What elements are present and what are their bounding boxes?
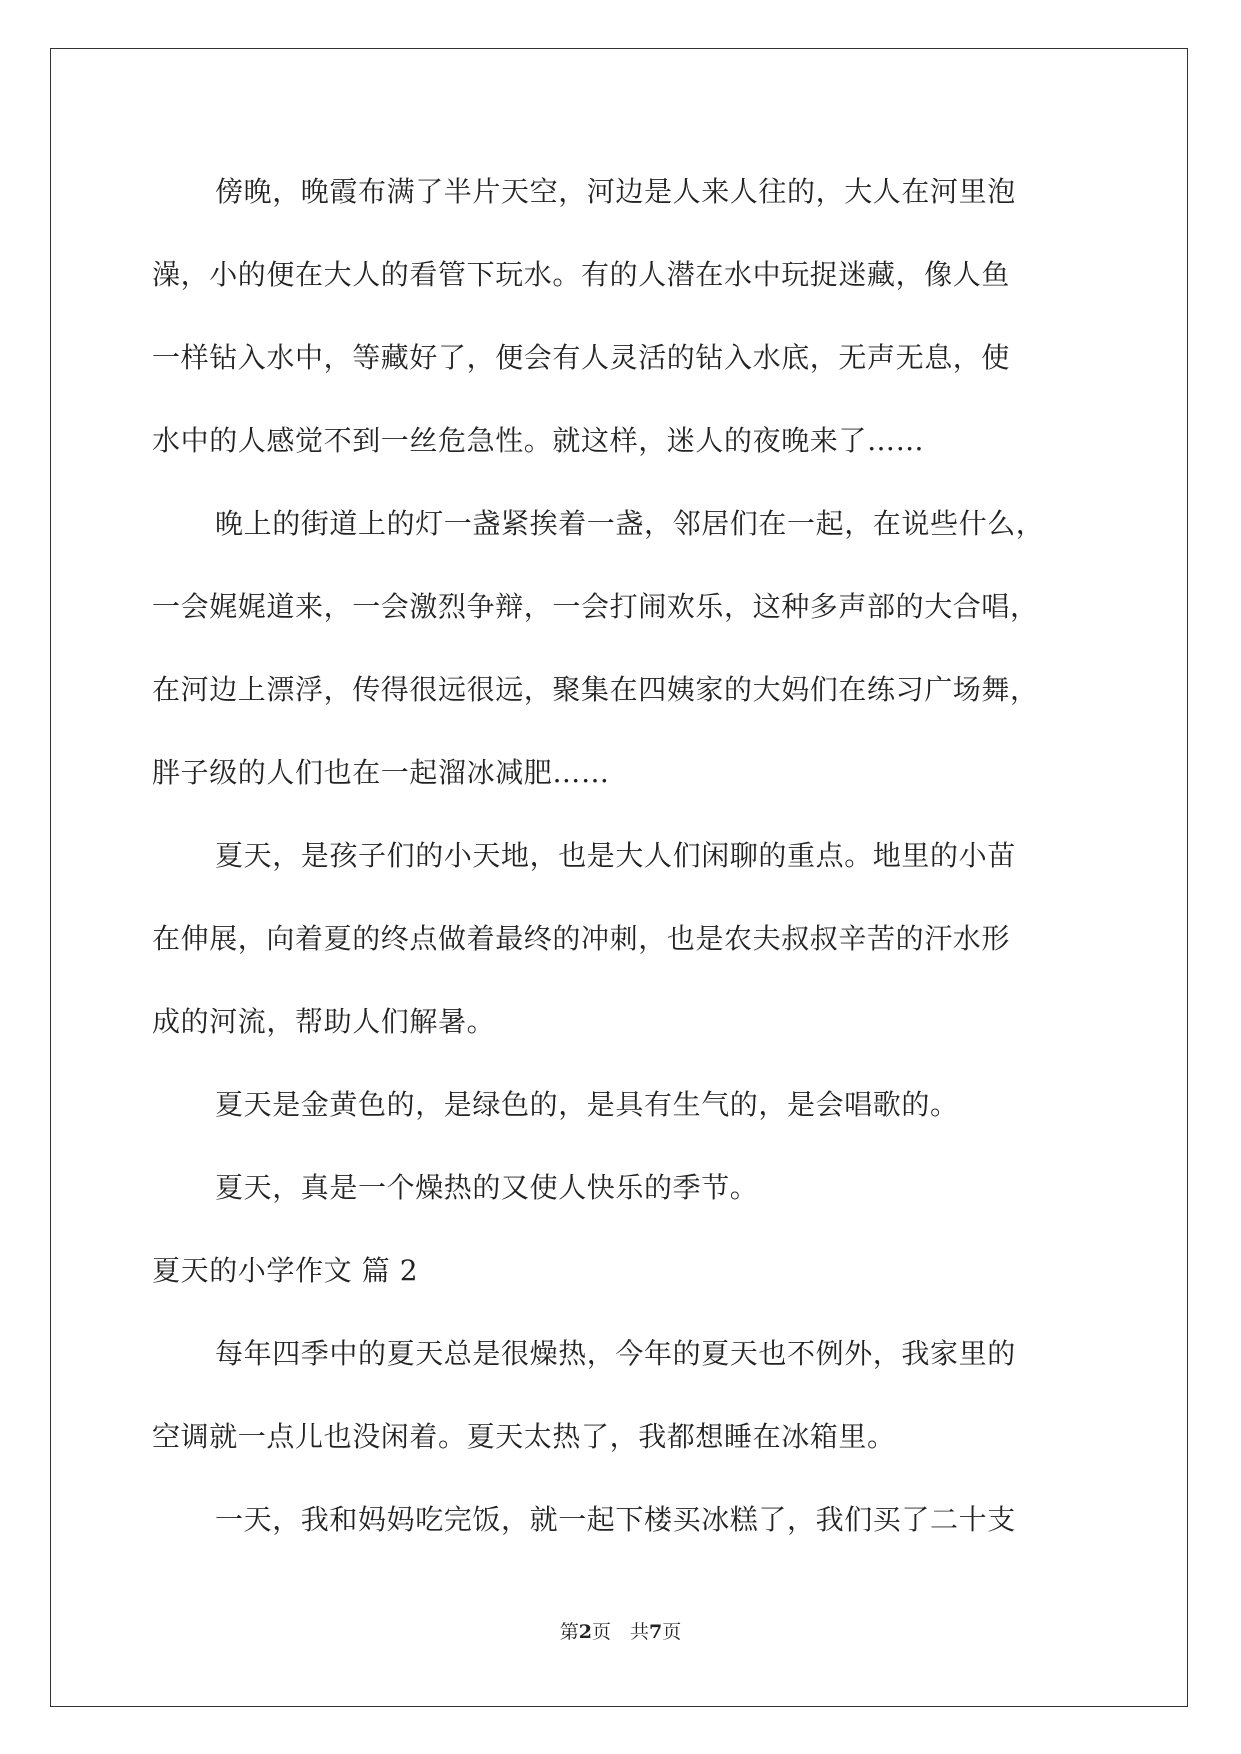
text-line: 夏天，真是一个燥热的又使人快乐的季节。 [215, 1171, 759, 1204]
text-line: 空调就一点儿也没闲着。夏天太热了，我都想睡在冰箱里。 [152, 1420, 896, 1453]
paragraph [152, 1156, 1092, 1239]
text-line: 一会娓娓道来，一会激烈争辩，一会打闹欢乐，这种多声部的大合唱， [152, 590, 1039, 623]
text-line: 傍晚，晚霞布满了半片天空，河边是人来人往的，大人在河里泡 [215, 175, 1016, 208]
document-body [152, 160, 1092, 1571]
paragraph [152, 824, 1092, 1073]
text-line: 晚上的街道上的灯一盏紧挨着一盏，邻居们在一起，在说些什么， [215, 507, 1045, 540]
text-line: 一样钻入水中，等藏好了，便会有人灵活的钻入水底，无声无息，使 [152, 341, 1011, 374]
paragraph [152, 1322, 1092, 1488]
paragraph [152, 1073, 1092, 1156]
text-line: 夏天，是孩子们的小天地，也是大人们闲聊的重点。地里的小苗 [215, 839, 1016, 872]
section-heading: 夏天的小学作文 篇 2 [152, 1254, 419, 1287]
total-page-number: 7 [649, 1621, 663, 1643]
page-footer [0, 1617, 1241, 1644]
footer-mid: 页 共 [591, 1621, 649, 1643]
text-line: 在伸展，向着夏的终点做着最终的冲刺，也是农夫叔叔辛苦的汗水形 [152, 922, 1011, 955]
text-line: 一天，我和妈妈吃完饭，就一起下楼买冰糕了，我们买了二十支 [215, 1503, 1016, 1536]
text-line: 在河边上漂浮，传得很远很远，聚集在四姨家的大妈们在练习广场舞， [152, 673, 1039, 706]
text-line: 夏天是金黄色的，是绿色的，是具有生气的，是会唱歌的。 [215, 1088, 959, 1121]
text-line: 澡，小的便在大人的看管下玩水。有的人潜在水中玩捉迷藏，像人鱼 [152, 258, 1011, 291]
paragraph [152, 1488, 1092, 1571]
text-line: 胖子级的人们也在一起溜冰减肥…… [152, 756, 610, 789]
text-line: 成的河流，帮助人们解暑。 [152, 1005, 496, 1038]
paragraph [152, 492, 1092, 824]
current-page-number: 2 [578, 1621, 592, 1643]
text-line: 水中的人感觉不到一丝危急性。就这样，迷人的夜晚来了…… [152, 424, 925, 457]
text-line: 每年四季中的夏天总是很燥热，今年的夏天也不例外，我家里的 [215, 1337, 1016, 1370]
footer-prefix: 第 [559, 1621, 579, 1643]
footer-suffix: 页 [662, 1621, 682, 1643]
paragraph [152, 160, 1092, 492]
